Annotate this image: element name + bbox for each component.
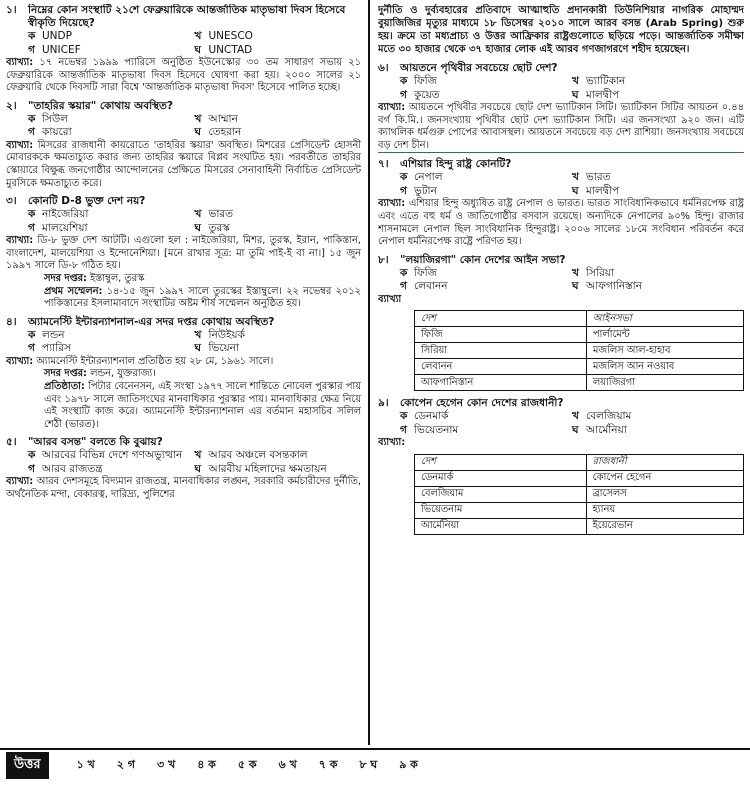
option-gha: ঘ আরবীয় মহিলাদের ক্ষমতায়ন [194,462,327,475]
option-ka: ক নাইজেরিয়া [28,208,89,221]
explanation: ব্যাখ্যা: ১৭ নভেম্বর ১৯৯৯ প্যারিসে অনুষ্ঠিত ইউনেস্কোর ৩০ তম সাধারণ সভায় ২১ ফেব্রুয়ারিকে আন্তর্জাতিক মাতৃভাষা দিবস হিসেবে ঘোষণা করা হয়। ২০০০ সালের ২১ ফেব্রুয়ারি থেকে দিবসটি সারা বিশ্বে 'আন্তর্জাতিক মাতৃভাষা দিবস' হিসেবে পালিত হচ্ছে। [6,57,361,94]
table-header: দেশ আইনসভা [415,311,744,327]
explanation: ব্যাখ্যা: মিসরের রাজধানী কায়রোতে 'তাহরির স্কয়ার' অবস্থিত। মিশরের প্রেসিডেন্ট হোসনী মোবারককে ক্ষমতাচ্যুত করার জন্য তাহরির স্কয়ারে বিপ্লব সংঘটিত হয়। পরবর্তীতে তাহরির স্কোয়ারে বিক্ষুব্ধ জনগোষ্ঠীর আন্দোলনের প্রেক্ষিতে মিসরের সেনাবাহিনী নির্বাচিত প্রেসিডেন্ট মুরসিকে ক্ষমতাচ্যুত করে। [6,139,361,189]
option-gha: ঘ আফগানিস্তান [572,280,642,293]
option-gha: ঘ ভিয়েনা [194,342,240,355]
option-kha: খ নিউইয়র্ক [194,328,245,341]
option-gha: ঘ তুরস্ক [194,221,230,234]
legislature-table [414,310,744,391]
question-number: ৪। [6,315,17,328]
option-gha: ঘ UNCTAD [194,43,253,56]
option-ga: গ ভিয়েতনাম [400,423,459,436]
option-ka: ক সিউল [28,112,68,125]
left-column [6,4,361,743]
question-9 [378,397,744,535]
option-ka: ক আরবের বিভিন্ন দেশে গণঅভ্যুত্থান [28,449,183,462]
options [378,267,744,294]
option-gha: ঘ মালদ্বীপ [572,88,620,101]
option-ga: গ UNICEF [28,43,81,56]
options [6,329,361,356]
question-2 [6,100,361,190]
table-header: দেশ রাজধানী [415,454,744,470]
option-ka: ক ফিজি [400,266,438,279]
option-kha: খ ভ্যাটিকান [572,75,626,87]
question-number: ৯। [378,397,389,410]
option-ka: ক নেপাল [400,171,443,184]
extra-info: প্রথম সম্মেলন: ১৪-১৫ জুন ১৯৯৭ সালে তুরস্কের ইস্তাম্বুলে। ২২ নভেম্বর ২০১২ পাকিস্তানের ইসলামাবাদে সংস্থাটির অষ্টম শীর্ষ সম্মেলন অনুষ্ঠিত হয়। [44,285,361,310]
option-kha: খ ভারত [572,171,611,184]
explanation: ব্যাখ্যা [378,293,402,305]
table-row: সিরিয়া মজলিস আল-হাহাব [415,343,744,359]
answer-key-label: উত্তর [6,752,49,779]
option-ka: ক ডেনমার্ক [400,410,449,423]
question-number: ৩। [6,195,17,208]
explanation: ব্যাখ্যা: আরব দেশসমূহে বিদ্যমান রাজতন্ত্র, মানবাধিকার লঙ্ঘন, সরকারি কর্মচারীদের দুর্নীতি, অর্থনৈতিক মন্দা, বেকারত্ব, দারিদ্র্য, পুলিশের [6,476,361,500]
answer-list [77,756,418,775]
option-ka: ক ফিজি [400,75,438,87]
option-kha: খ আরব অঞ্চলে বসন্তকাল [194,449,308,462]
table-row: লেবানন মজলিস আন নওয়াব [415,359,744,375]
question-1 [6,4,361,95]
option-kha: খ বেলজিয়াম [572,410,632,423]
option-ga: গ কায়রো [28,126,72,139]
question-8 [378,254,744,392]
explanation: ব্যাখ্যা: আয়তনে পৃথিবীর সবচেয়ে ছোট দেশ ভ্যাটিকান সিটি। ভ্যাটিকান সিটির আয়তন ০.৪৪ বর্গ কি.মি.। জনসংখ্যায় পৃথিবীর ছোট দেশ ভ্যাটিকান সিটি। এর জনসংখ্যা ৯২০ জন। এটি ক্যাথলিক ধর্মগুরু পোপের আবাসস্থল। আয়তনে সবচেয়ে বড় দেশ রাশিয়া। জনসংখ্যায় সবচেয়ে বড় দেশ চীন। [378,102,744,153]
explanation: ব্যাখ্যা: ডি-৮ ভুক্ত দেশ আটটি। এগুলো হল : নাইজেরিয়া, মিশর, তুরস্ক, ইরান, পাকিস্তান, বাংলাদেশ, মালয়েশিয়া ও ইন্দোনেশিয়া। [মনে রাখার সূত্র: মা তুমি পাই-ই বা না।] ১৫ জুন ১৯৯৭ সালে ডি-৮ গঠিত হয়। [6,235,361,272]
table-row: আর্মেনিয়া ইয়েরেভান [415,518,744,534]
option-gha: ঘ তেহরান [194,126,242,139]
question-5 [6,436,361,501]
answer-item: ৯ ক [399,757,418,771]
explanation: ব্যাখ্যা: এশিয়ার হিন্দু অধ্যুষিত রাষ্ট্র নেপাল ও ভারত। ভারত সাংবিধানিকভাবে ধর্মনিরপেক্ষ রাষ্ট্র এবং এতে বহু ধর্ম ও জাতিগোষ্ঠীর বসবাস রয়েছে। অন্যদিকে নেপালের ৯০% হিন্দু। রাজার শাসনামলে নেপাল ছিল সাংবিধানিক হিন্দুরাষ্ট্র। ২০০৬ সালের ১৮মে সংবিধান পরিবর্তন করে নেপাল ধর্মনিরপেক্ষ রাষ্ট্রে পরিণত হয়। [378,198,744,248]
option-ga: গ মালয়েশিয়া [28,221,88,234]
question-number: ১। [6,4,17,16]
options [6,113,361,140]
table-row: ভিয়েতনাম হ্যানয় [415,502,744,518]
question-text: কোপেন হেগেন কোন দেশের রাজধানী? [400,397,564,410]
option-kha: খ UNESCO [194,30,253,42]
table-row: ফিজি পার্লামেন্ট [415,327,744,343]
option-gha: ঘ মালদ্বীপ [572,184,620,197]
question-text: "তাহরির স্কয়ার" কোথায় অবস্থিত? [28,99,174,112]
column-divider [368,0,370,745]
question-text: আয়তনে পৃথিবীর সবচেয়ে ছোট দেশ? [400,62,558,74]
question-3 [6,195,361,311]
answer-item: ৪ ক [197,757,216,771]
extra-info: প্রতিষ্ঠাতা: পিটার বেনেনসন, এই সংস্থা ১৯৭৭ সালে শান্তিতে নোবেল পুরস্কার পায় এবং ১৯৭৮ সালে জাতিসংঘের মানবাধিকার পুরস্কার পায়। মানবাধিকার ক্ষেত্র নিয়ে এই সংস্থাটি কাজ করে। অ্যামনেস্টি ইন্টারন্যাশনাল এর বর্তমান মহাসচিব সলিল শেঠী (ভারত)। [44,380,361,430]
answer-item: ১ খ [76,757,95,771]
options [378,171,744,198]
question-number: ২। [6,99,17,112]
question-text: কোনটি D-8 ভুক্ত দেশ নয়? [28,195,146,208]
question-4 [6,316,361,432]
table-row: আফগানিস্তান লয়াজিরগা [415,375,744,391]
right-column [378,4,744,743]
answer-item: ২ গ [116,757,135,771]
capital-table [414,454,744,535]
extra-info: সদর দপ্তর: ইস্তাম্বুল, তুরস্ক [44,272,145,284]
option-kha: খ ভারত [194,208,234,221]
question-number: ৮। [378,253,389,266]
answer-item: ৮ ঘ [359,757,378,771]
explanation: ব্যাখ্যা: [378,437,406,449]
option-ga: গ ভুটান [400,184,437,197]
answer-item: ৭ ক [318,757,338,771]
question-6 [378,62,744,153]
question-text: "লয়াজিরগা" কোন দেশের আইন সভা? [400,253,566,266]
explanation: ব্যাখ্যা: অ্যামনেস্টি ইন্টারন্যাশনাল প্রতিষ্ঠিত হয় ২৮ মে, ১৯৬১ সালে। [6,355,274,367]
arab-spring-continuation: দুর্নীতি ও দুর্ব্যবহারের প্রতিবাদে আত্মাহুতি প্রদানকারী তিউনিশিয়ার নাগরিক মোহাম্মদ বুয়াজিজির মৃত্যুর মাধ্যমে ১৮ ডিসেম্বর ২০১০ সালে আরব বসন্ত (Arab Spring) শুরু হয়। ক্রমে তা মধ্যপ্রাচ্য ও উত্তর আফ্রিকার রাষ্ট্রগুলোতে ছড়িয়ে পড়ে। আন্তর্জাতিক সমীক্ষা মতে ৩০ হাজার থেকে ৩৭ হাজার লোক এই আরব গণজাগরণে শহীদ হয়েছেন। [378,5,744,55]
extra-info: সদর দপ্তর: লন্ডন, যুক্তরাজ্য। [44,368,156,380]
option-ga: গ কুয়েত [400,88,440,101]
question-text: অ্যামনেস্টি ইন্টারন্যাশনাল-এর সদর দপ্তর কোথায় অবস্থিত? [28,315,275,328]
options [6,208,361,235]
question-text: এশিয়ার হিন্দু রাষ্ট্র কোনটি? [400,158,512,171]
options [378,410,744,437]
question-number: ৫। [6,436,17,449]
option-ka: ক লন্ডন [28,328,65,341]
option-ga: গ আরব রাজতন্ত্র [28,462,103,475]
question-text: "আরব বসন্ত" বলতে কি বুঝায়? [28,436,163,449]
question-text: নিম্নের কোন সংস্থাটি ২১শে ফেব্রুয়ারিকে আন্তর্জাতিক মাতৃভাষা দিবস হিসেবে স্বীকৃতি দিয়েছে? [28,4,346,29]
table-row: ডেনমার্ক কোপেন হেগেন [415,470,744,486]
question-number: ৭। [378,158,389,171]
options [378,75,744,102]
answer-item: ৫ ক [237,757,257,771]
options [6,449,361,476]
option-ka: ক UNDP [28,30,72,42]
answer-key-bar [0,748,750,780]
table-row: বেলজিয়াম ব্রাসেলস [415,486,744,502]
answer-item: ৬ খ [278,757,297,771]
option-ga: গ লেবানন [400,280,448,293]
options [6,30,361,57]
question-7 [378,158,744,248]
question-number: ৬। [378,62,389,74]
option-kha: খ আম্মান [194,112,238,125]
option-ga: গ প্যারিস [28,342,71,355]
option-kha: খ সিরিয়া [572,266,614,279]
answer-item: ৩ খ [156,757,176,771]
option-gha: ঘ আর্মেনিয়া [572,423,627,436]
